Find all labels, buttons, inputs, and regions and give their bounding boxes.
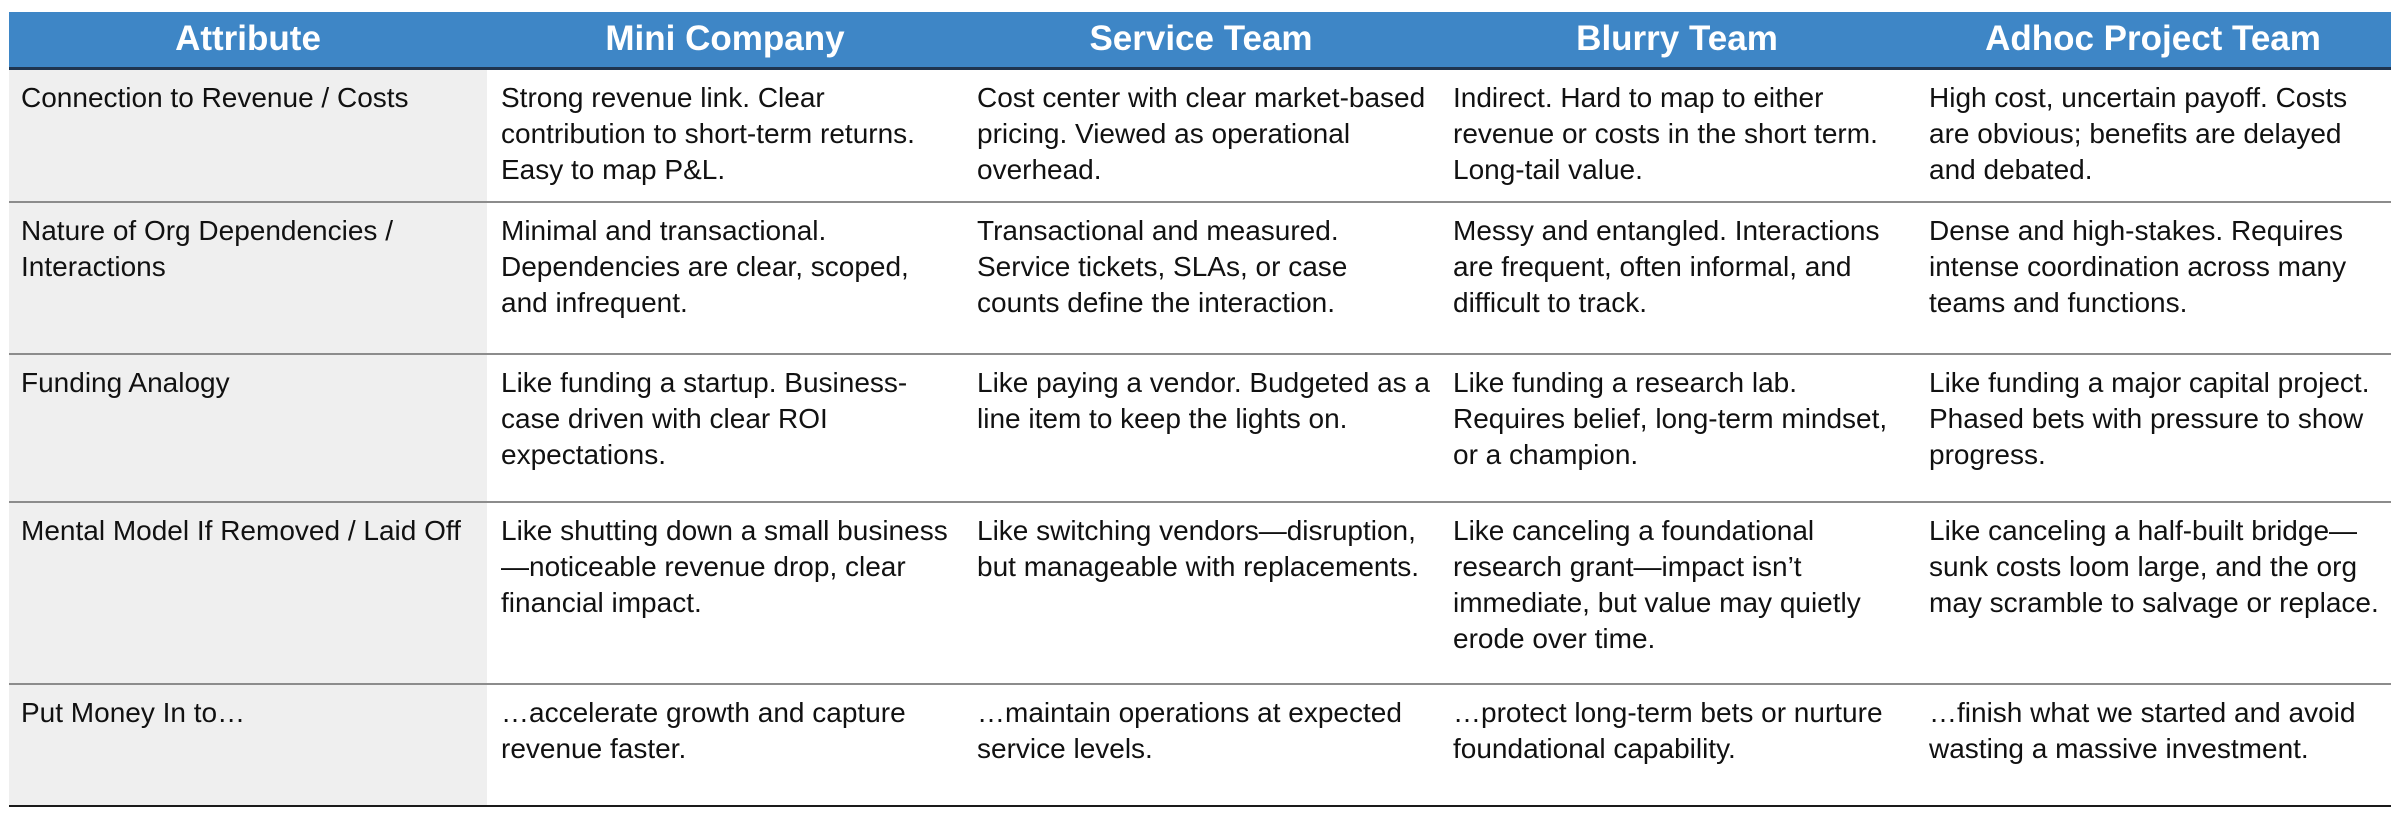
- mini-company-cell: Minimal and transactional. Dependencies are clear, scoped, and infrequent.: [487, 202, 963, 354]
- header-adhoc-project-team: Adhoc Project Team: [1915, 12, 2391, 68]
- table-row: [9, 68, 2391, 202]
- table-row: [9, 502, 2391, 684]
- adhoc-project-team-cell: Like canceling a half-built bridge—sunk costs loom large, and the org may scramble to salvage or replace.: [1915, 502, 2391, 684]
- table-body: [9, 68, 2391, 806]
- mini-company-cell: Strong revenue link. Clear contribution to short-term returns. Easy to map P&L.: [487, 68, 963, 202]
- table-row: [9, 202, 2391, 354]
- mini-company-cell: Like funding a startup. Business-case driven with clear ROI expectations.: [487, 354, 963, 502]
- attribute-cell: Nature of Org Dependencies / Interactions: [9, 202, 487, 354]
- team-comparison-table: [9, 12, 2391, 807]
- table-row: [9, 354, 2391, 502]
- service-team-cell: Cost center with clear market-based pricing. Viewed as operational overhead.: [963, 68, 1439, 202]
- header-service-team: Service Team: [963, 12, 1439, 68]
- adhoc-project-team-cell: High cost, uncertain payoff. Costs are obvious; benefits are delayed and debated.: [1915, 68, 2391, 202]
- attribute-cell: Mental Model If Removed / Laid Off: [9, 502, 487, 684]
- comparison-table-container: [9, 12, 2391, 807]
- header-row: [9, 12, 2391, 68]
- adhoc-project-team-cell: Like funding a major capital project. Phased bets with pressure to show progress.: [1915, 354, 2391, 502]
- blurry-team-cell: Like funding a research lab. Requires belief, long-term mindset, or a champion.: [1439, 354, 1915, 502]
- mini-company-cell: Like shutting down a small business—noticeable revenue drop, clear financial impact.: [487, 502, 963, 684]
- adhoc-project-team-cell: …finish what we started and avoid wasting a massive investment.: [1915, 684, 2391, 806]
- service-team-cell: Like switching vendors—disruption, but manageable with replacements.: [963, 502, 1439, 684]
- header-mini-company: Mini Company: [487, 12, 963, 68]
- blurry-team-cell: Like canceling a foundational research grant—impact isn’t immediate, but value may quietly erode over time.: [1439, 502, 1915, 684]
- table-row: [9, 684, 2391, 806]
- blurry-team-cell: Messy and entangled. Interactions are frequent, often informal, and difficult to track.: [1439, 202, 1915, 354]
- header-blurry-team: Blurry Team: [1439, 12, 1915, 68]
- header-attribute: Attribute: [9, 12, 487, 68]
- blurry-team-cell: …protect long-term bets or nurture foundational capability.: [1439, 684, 1915, 806]
- table-header: [9, 12, 2391, 68]
- service-team-cell: Transactional and measured. Service tickets, SLAs, or case counts define the interaction.: [963, 202, 1439, 354]
- adhoc-project-team-cell: Dense and high-stakes. Requires intense coordination across many teams and functions.: [1915, 202, 2391, 354]
- attribute-cell: Connection to Revenue / Costs: [9, 68, 487, 202]
- service-team-cell: Like paying a vendor. Budgeted as a line item to keep the lights on.: [963, 354, 1439, 502]
- attribute-cell: Put Money In to…: [9, 684, 487, 806]
- service-team-cell: …maintain operations at expected service levels.: [963, 684, 1439, 806]
- mini-company-cell: …accelerate growth and capture revenue faster.: [487, 684, 963, 806]
- blurry-team-cell: Indirect. Hard to map to either revenue or costs in the short term. Long-tail value.: [1439, 68, 1915, 202]
- attribute-cell: Funding Analogy: [9, 354, 487, 502]
